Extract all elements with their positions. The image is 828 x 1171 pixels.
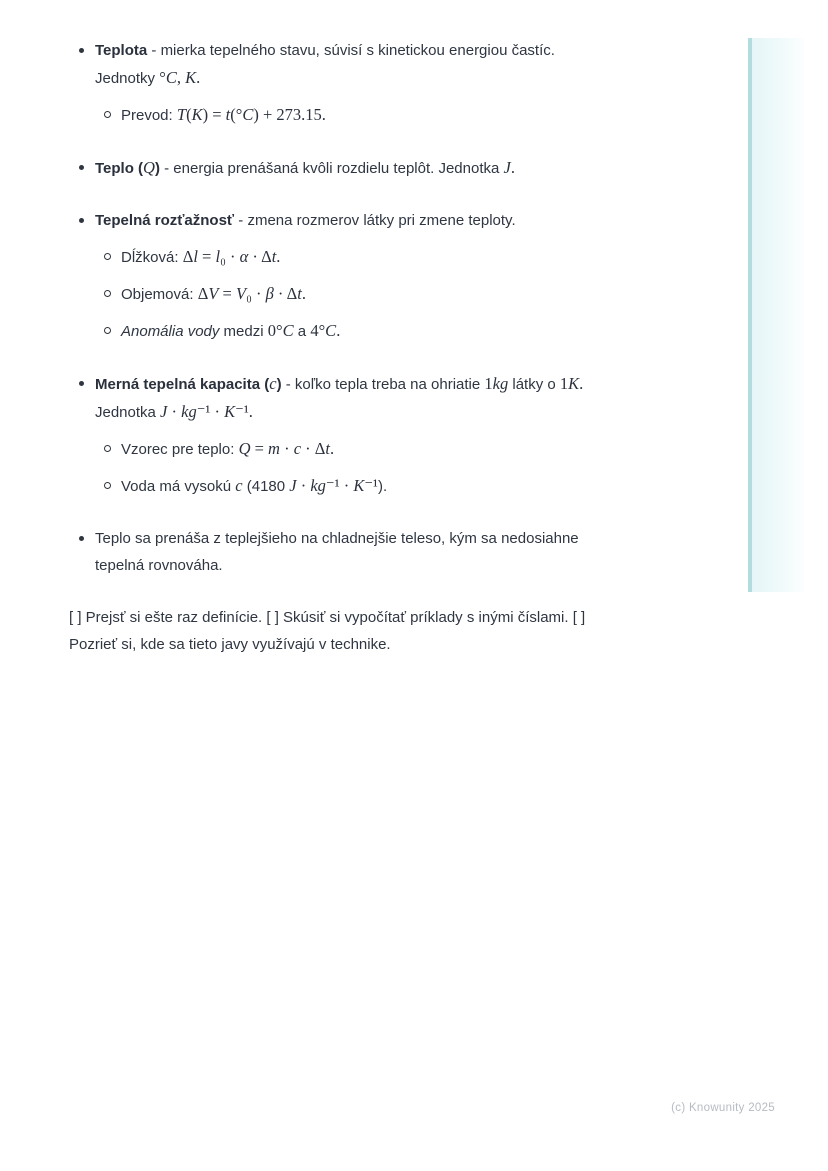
- text-segment: ·: [167, 402, 182, 421]
- text-segment: - koľko tepla treba na ohriatie: [281, 376, 485, 393]
- sub-bullet-list: [95, 101, 724, 129]
- text-segment: 1: [559, 374, 569, 393]
- text-segment: Teplota: [95, 42, 148, 59]
- text-segment: J: [503, 158, 511, 177]
- text-segment: Δ: [197, 284, 209, 303]
- text-segment: látky o: [508, 376, 560, 393]
- text-segment: .: [196, 68, 201, 87]
- text-segment: Pozrieť si, kde sa tieto javy využívajú v technike.: [69, 636, 391, 653]
- text-segment: Vzorec pre teplo:: [121, 441, 239, 458]
- text-segment: Voda má vysokú: [121, 478, 236, 495]
- text-segment: Prevod:: [121, 107, 177, 124]
- text-segment: K: [191, 105, 203, 124]
- text-segment: ,: [176, 68, 186, 87]
- text-segment: · Δ: [273, 284, 298, 303]
- text-segment: tepelná rovnováha.: [95, 557, 223, 574]
- notes-content: [69, 37, 724, 658]
- text-segment: Tepelná rozťažnosť: [95, 212, 235, 229]
- text-segment: =: [197, 247, 216, 266]
- text-segment: (: [186, 105, 192, 124]
- text-segment: ₀ ·: [246, 284, 266, 303]
- text-segment: Teplo sa prenáša z teplejšieho na chladnejšie teleso, kým sa nedosiahne: [95, 530, 579, 547]
- text-segment: ): [154, 160, 160, 177]
- text-segment: ·: [279, 439, 294, 458]
- text-segment: C: [242, 105, 254, 124]
- text-segment: ⁻¹.: [235, 402, 253, 421]
- text-segment: ·: [296, 476, 311, 495]
- text-segment: c: [235, 476, 243, 495]
- sub-item-voda: [95, 472, 724, 500]
- text-segment: a: [293, 323, 311, 340]
- text-segment: · Δ: [248, 247, 272, 266]
- text-segment: Jednotka: [95, 404, 161, 421]
- text-segment: t: [325, 439, 330, 458]
- text-segment: - zmena rozmerov látky pri zmene teploty.: [234, 212, 516, 229]
- text-segment: c: [293, 439, 302, 458]
- text-segment: (°: [230, 105, 243, 124]
- text-segment: 1: [484, 374, 493, 393]
- text-segment: t: [271, 247, 277, 266]
- text-segment: T: [176, 105, 187, 124]
- text-segment: 4°: [310, 321, 326, 340]
- text-segment: c: [269, 374, 277, 393]
- text-segment: .: [301, 284, 306, 303]
- bullet-item-prenos: [69, 525, 724, 579]
- text-segment: kg: [492, 374, 509, 393]
- sub-bullet-text: [121, 243, 724, 271]
- text-segment: t: [225, 105, 231, 124]
- text-segment: - mierka tepelného stavu, súvisí s kinetickou energiou častíc.: [147, 42, 555, 59]
- text-segment: β: [265, 284, 274, 303]
- sub-item-prevod: [95, 101, 724, 129]
- text-segment: kg: [181, 402, 197, 421]
- text-segment: C: [325, 321, 337, 340]
- text-segment: ⁻¹: [364, 476, 378, 495]
- text-segment: ) =: [202, 105, 226, 124]
- text-segment: ⁻¹ ·: [325, 476, 354, 495]
- text-segment: =: [250, 439, 269, 458]
- text-segment: ): [276, 376, 282, 393]
- text-segment: ₀ ·: [220, 247, 240, 266]
- bullet-list: [69, 37, 724, 579]
- sub-bullet-list: [95, 243, 724, 345]
- text-segment: α: [239, 247, 249, 266]
- text-segment: C: [165, 68, 177, 87]
- text-segment: .: [579, 374, 584, 393]
- sub-bullet-text: [121, 280, 724, 308]
- sub-bullet-text: [121, 472, 724, 500]
- text-segment: V: [208, 284, 219, 303]
- text-segment: Anomália vody: [121, 323, 220, 340]
- sub-bullet-text: [121, 101, 724, 129]
- text-segment: l: [215, 247, 221, 266]
- bullet-text: [95, 37, 724, 92]
- sub-bullet-text: [121, 317, 724, 345]
- text-segment: (4180: [242, 478, 290, 495]
- text-segment: Δ: [182, 247, 194, 266]
- bullet-item-kapacita: [69, 370, 724, 500]
- text-segment: Merná tepelná kapacita (: [95, 376, 270, 393]
- text-segment: Q: [238, 439, 251, 458]
- text-segment: V: [235, 284, 247, 303]
- text-segment: K: [353, 476, 365, 495]
- text-segment: m: [268, 439, 280, 458]
- sub-bullet-text: [121, 435, 724, 463]
- text-segment: K: [568, 374, 580, 393]
- bullet-text: [95, 525, 724, 579]
- text-segment: ) + 273.15.: [253, 105, 326, 124]
- text-segment: Q: [143, 158, 155, 177]
- text-segment: .: [330, 439, 335, 458]
- checklist-paragraph: [69, 604, 724, 658]
- sub-item-anomalia: [95, 317, 724, 345]
- text-segment: Teplo (: [95, 160, 144, 177]
- bullet-text: [95, 370, 724, 426]
- text-segment: .: [336, 321, 341, 340]
- text-segment: Jednotky: [95, 70, 160, 87]
- sub-item-vzorec: [95, 435, 724, 463]
- sub-item-dlzkova: [95, 243, 724, 271]
- text-segment: °: [159, 68, 166, 87]
- text-segment: C: [282, 321, 294, 340]
- bullet-text: [95, 207, 724, 234]
- bullet-item-roztaznost: [69, 207, 724, 345]
- sub-item-objemova: [95, 280, 724, 308]
- text-segment: · Δ: [301, 439, 326, 458]
- bullet-item-teplota: [69, 37, 724, 129]
- bullet-text: [95, 154, 724, 182]
- text-segment: =: [218, 284, 236, 303]
- text-segment: K: [224, 402, 236, 421]
- footer-copyright: (c) Knowunity 2025: [671, 1102, 775, 1114]
- text-segment: J: [160, 402, 168, 421]
- text-segment: t: [297, 284, 302, 303]
- text-segment: Objemová:: [121, 286, 198, 303]
- text-segment: medzi: [219, 323, 268, 340]
- text-segment: .: [276, 247, 281, 266]
- text-segment: Dĺžková:: [121, 249, 183, 266]
- text-segment: .: [510, 158, 515, 177]
- text-segment: l: [193, 247, 198, 266]
- text-segment: ⁻¹ ·: [196, 402, 225, 421]
- text-segment: [ ] Prejsť si ešte raz definície. [ ] Skúsiť si vypočítať príklady s inými číslami. [ ]: [69, 609, 586, 626]
- text-segment: K: [185, 68, 197, 87]
- page-accent-bar: [748, 38, 804, 592]
- text-segment: 0°: [267, 321, 283, 340]
- text-segment: kg: [310, 476, 326, 495]
- text-segment: - energia prenášaná kvôli rozdielu teplôt. Jednotka: [159, 160, 504, 177]
- text-segment: J: [289, 476, 297, 495]
- text-segment: ).: [378, 478, 388, 495]
- bullet-item-teplo: [69, 154, 724, 182]
- sub-bullet-list: [95, 435, 724, 500]
